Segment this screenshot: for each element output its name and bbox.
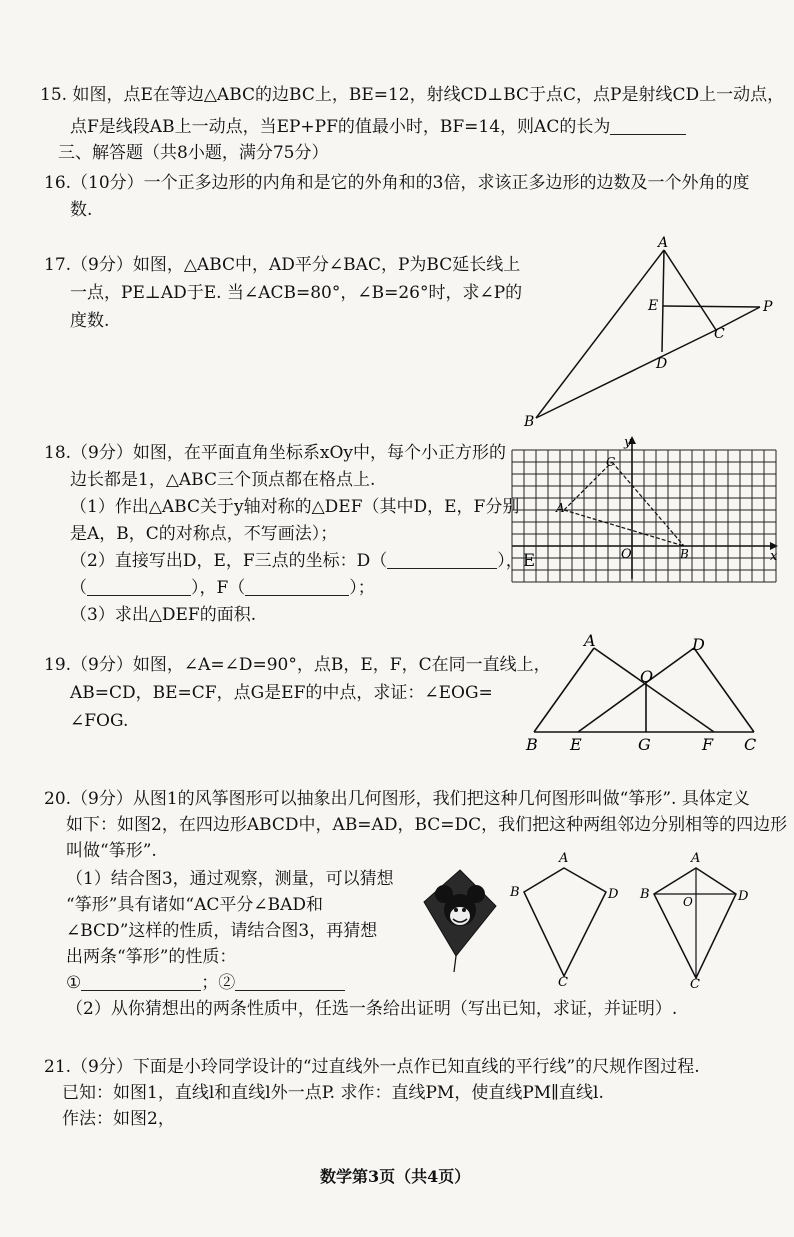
q20-conjecture-1-label: ① — [66, 973, 82, 993]
q20-line2: 如下：如图2，在四边形ABCD中，AB=AD，BC=DC，我们把这种两组邻边分别相等的四边形 — [66, 815, 788, 835]
q18-label-a: A — [556, 501, 565, 515]
q18-line6 — [70, 575, 375, 601]
q20-figure-3 — [636, 848, 766, 988]
q17-line3: 度数. — [70, 311, 110, 331]
q19-label-c: C — [744, 735, 757, 754]
q16-line1: 16.（10分）一个正多边形的内角和是它的外角和的3倍，求该正多边形的边数及一个外角的度 — [44, 173, 750, 193]
q20-conjecture-2-label: ；② — [201, 973, 236, 993]
q18-f-label: ），F（ — [191, 578, 246, 598]
q18-x-axis-label: x — [770, 549, 778, 564]
q17-figure — [520, 230, 790, 430]
q18-y-axis-label: y — [624, 435, 632, 450]
q20-conjecture-1-blank — [81, 972, 201, 991]
q19-label-e: E — [570, 735, 582, 754]
q20-figure-2 — [508, 848, 628, 988]
q19-label-o: O — [640, 667, 654, 686]
q20-fig2-label-d: D — [608, 887, 619, 902]
q18-d-label: （2）直接写出D，E，F三点的坐标：D（ — [70, 551, 388, 571]
q18-line2: 边长都是1，△ABC三个顶点都在格点上. — [70, 470, 376, 490]
q20-line7: 出两条“筝形”的性质： — [66, 947, 237, 967]
q17-line2: 一点，PE⊥AD于E. 当∠ACB=80°，∠B=26°时，求∠P的 — [70, 283, 523, 303]
q18-f-blank — [245, 577, 349, 596]
q18-label-c: C — [606, 455, 616, 469]
q20-fig2-label-b: B — [510, 885, 520, 900]
q16-line2: 数. — [70, 200, 93, 220]
q19-line3: ∠FOG. — [70, 711, 129, 731]
q20-fig3-label-d: D — [738, 889, 749, 904]
q19-label-f: F — [702, 735, 714, 754]
q17-line1: 17.（9分）如图，△ABC中，AD平分∠BAC，P为BC延长线上 — [44, 255, 521, 275]
q20-line3: 叫做“筝形”. — [66, 841, 157, 861]
q17-label-d: D — [656, 356, 668, 372]
q21-line2: 已知：如图1，直线l和直线l外一点P. 求作：直线PM，使直线PM∥直线l. — [62, 1083, 604, 1103]
q18-line1: 18.（9分）如图，在平面直角坐标系xOy中，每个小正方形的 — [44, 443, 506, 463]
q20-line8 — [66, 970, 345, 996]
q15-line2-text: 点F是线段AB上一动点，当EP+PF的值最小时，BF=14，则AC的长为 — [70, 117, 611, 137]
q18-e-blank — [87, 577, 191, 596]
page-footer: 数学第3页（共4页） — [320, 1167, 471, 1186]
q19-label-g: G — [638, 735, 651, 754]
q17-label-c: C — [714, 326, 725, 342]
q20-kite-picture — [420, 866, 500, 976]
q20-fig3-label-o: O — [683, 895, 693, 909]
q20-conjecture-2-blank — [235, 972, 345, 991]
q18-line4: 是A，B，C的对称点，不写画法）； — [70, 524, 338, 544]
q18-origin-label: O — [621, 547, 632, 562]
q20-fig2-label-a: A — [559, 851, 569, 866]
q17-label-p: P — [763, 299, 773, 315]
q20-line9: （2）从你猜想出的两条性质中，任选一条给出证明（写出已知，求证，并证明）. — [66, 999, 678, 1019]
q18-line5 — [70, 548, 535, 574]
section-title: 三、解答题（共8小题，满分75分） — [58, 143, 329, 163]
q20-line6: ∠BCD”这样的性质，请结合图3，再猜想 — [66, 921, 378, 941]
q18-coordinate-grid — [508, 434, 788, 584]
q18-line3: （1）作出△ABC关于y轴对称的△DEF（其中D，E，F分别 — [70, 497, 520, 517]
q21-line1: 21.（9分）下面是小玲同学设计的“过直线外一点作已知直线的平行线”的尺规作图过程. — [44, 1057, 700, 1077]
q18-line7: （3）求出△DEF的面积. — [70, 605, 257, 625]
q19-label-a: A — [584, 632, 596, 650]
q18-d-blank — [387, 550, 497, 569]
q17-label-b: B — [524, 414, 535, 430]
q20-fig3-label-a: A — [691, 851, 701, 866]
q18-e-label: ），E — [497, 551, 536, 571]
q15-line1: 15. 如图，点E在等边△ABC的边BC上，BE=12，射线CD⊥BC于点C，点P是射线CD上一动点， — [40, 85, 785, 105]
q20-line4: （1）结合图3，通过观察，测量，可以猜想 — [66, 869, 394, 889]
q15-answer-blank — [610, 116, 686, 135]
q20-line1: 20.（9分）从图1的风筝图形可以抽象出几何图形，我们把这种几何图形叫做“筝形”. 具体定义 — [44, 789, 750, 809]
q18-e-open: （ — [70, 578, 87, 598]
q19-line1: 19.（9分）如图，∠A=∠D=90°，点B，E，F，C在同一直线上， — [44, 655, 551, 675]
q15-line2 — [70, 114, 686, 140]
q19-label-d: D — [692, 635, 705, 654]
q17-label-a: A — [658, 235, 669, 251]
q19-line2: AB=CD，BE=CF，点G是EF的中点，求证：∠EOG= — [70, 683, 493, 703]
q20-fig3-label-c: C — [690, 977, 700, 988]
q21-line3: 作法：如图2， — [62, 1109, 175, 1129]
q20-fig2-label-c: C — [558, 975, 568, 988]
q18-label-b: B — [680, 547, 689, 561]
q19-figure — [520, 632, 790, 757]
q18-f-close: ）； — [349, 578, 375, 598]
q20-fig3-label-b: B — [640, 887, 650, 902]
q17-label-e: E — [648, 298, 659, 314]
q19-label-b: B — [526, 735, 538, 754]
q20-line5: “筝形”具有诸如“AC平分∠BAD和 — [66, 895, 324, 915]
